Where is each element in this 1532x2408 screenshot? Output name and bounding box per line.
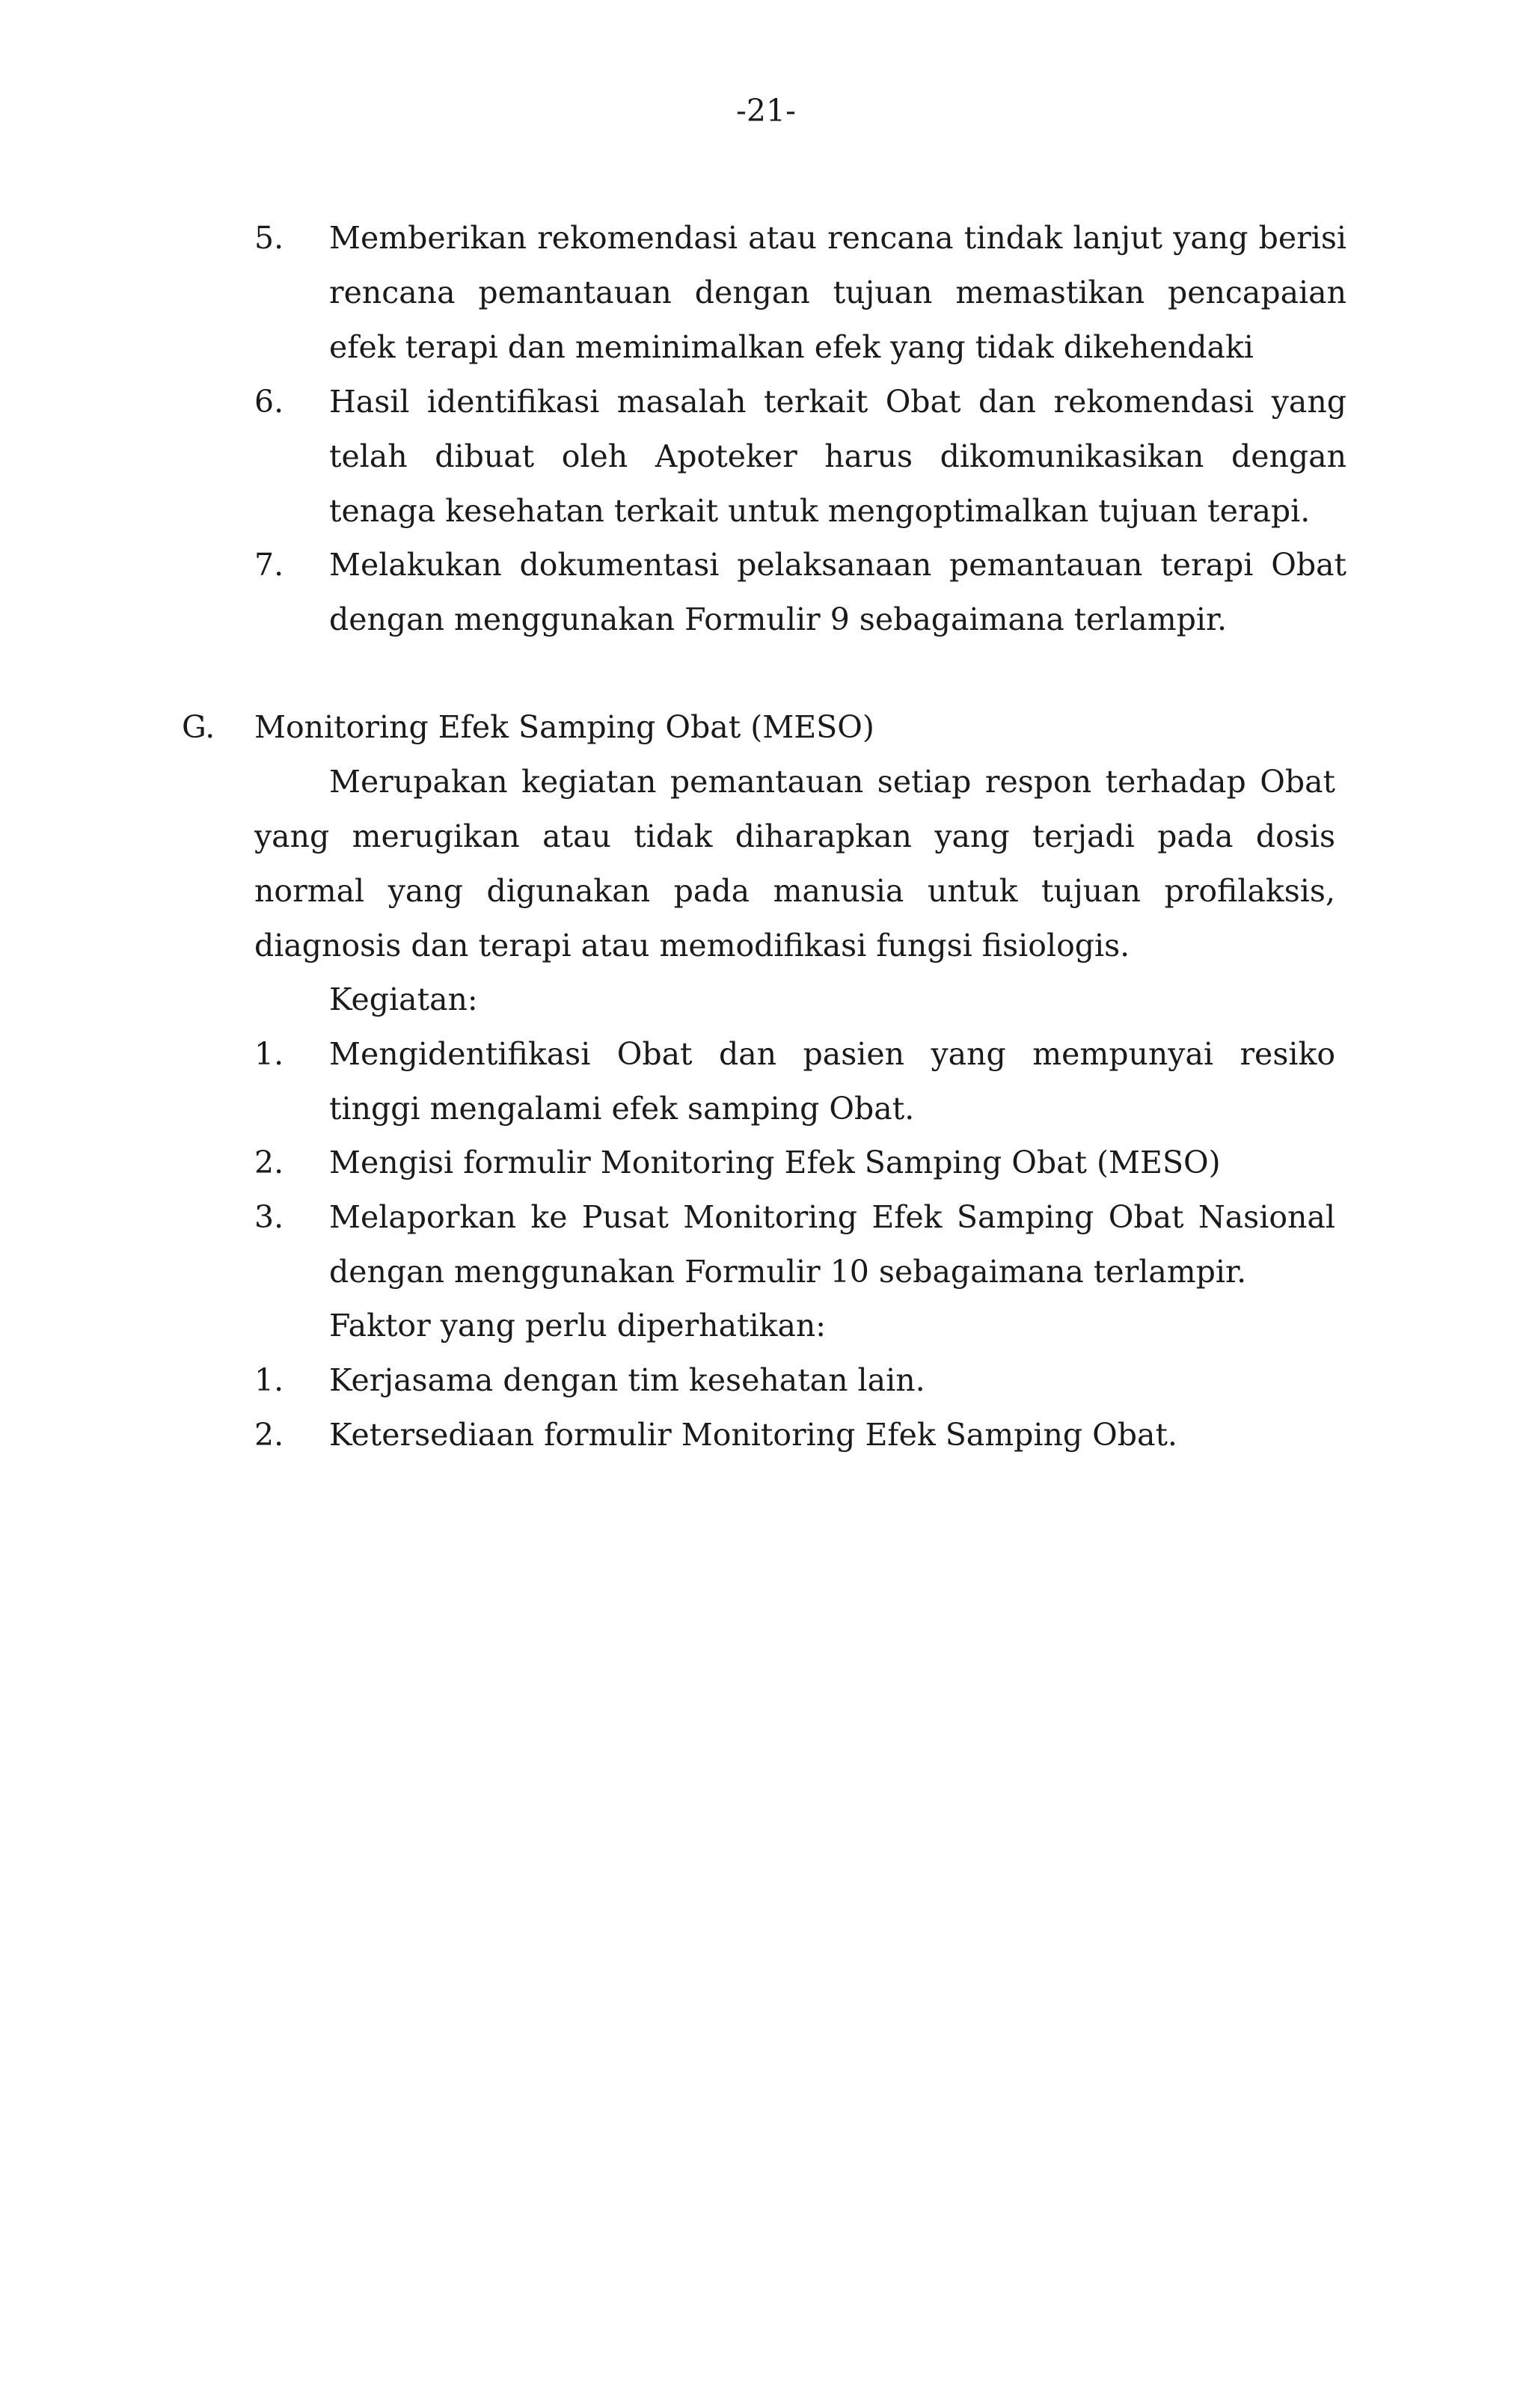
list-item [254, 1353, 1335, 1408]
activities-label: Kegiatan: [329, 981, 478, 1017]
list-item-text: Hasil identifikasi masalah terkait Obat dan rekomendasi yang telah dibuat oleh Apoteker harus dikomunikasikan dengan tenaga kesehatan terkait untuk mengoptimalkan tujuan terapi. [329, 384, 1346, 529]
section-letter: G. [182, 709, 215, 745]
list-item-number: 3. [254, 1199, 284, 1235]
list-item [254, 538, 1346, 647]
list-item [254, 1027, 1335, 1136]
list-item-number: 7. [254, 547, 284, 583]
list-item-text: Mengidentifikasi Obat dan pasien yang mempunyai resiko tinggi mengalami efek samping Obat. [329, 1036, 1335, 1127]
list-item-number: 1. [254, 1362, 284, 1398]
list-item [254, 1408, 1335, 1462]
list-item [254, 211, 1346, 375]
list-item-number: 5. [254, 220, 284, 256]
list-item [254, 375, 1346, 539]
list-item-text: Melakukan dokumentasi pelaksanaan pemantauan terapi Obat dengan menggunakan Formulir 9 sebagaimana terlampir. [329, 547, 1346, 637]
list-item-number: 2. [254, 1145, 284, 1180]
section-title: Monitoring Efek Samping Obat (MESO) [254, 709, 874, 745]
list-item-number: 2. [254, 1417, 284, 1453]
list-item-number: 6. [254, 384, 284, 420]
list-item-number: 1. [254, 1036, 284, 1072]
factors-label: Faktor yang perlu diperhatikan: [329, 1308, 827, 1344]
list-item-text: Kerjasama dengan tim kesehatan lain. [329, 1362, 925, 1398]
list-item [254, 1190, 1335, 1299]
section-paragraph: Merupakan kegiatan pemantauan setiap respon terhadap Obat yang merugikan atau tidak diharapkan yang terjadi pada dosis normal yang digunakan pada manusia untuk tujuan profilaksis, diagnosis dan terapi atau memodifikasi fungsi fisiologis. [254, 764, 1335, 963]
list-item-text: Ketersediaan formulir Monitoring Efek Samping Obat. [329, 1417, 1177, 1453]
page-number: -21- [736, 93, 796, 129]
list-item [254, 1136, 1335, 1190]
list-item-text: Melaporkan ke Pusat Monitoring Efek Samping Obat Nasional dengan menggunakan Formulir 10 sebagaimana terlampir. [329, 1199, 1335, 1290]
list-item-text: Memberikan rekomendasi atau rencana tindak lanjut yang berisi rencana pemantauan dengan tujuan memastikan pencapaian efek terapi dan meminimalkan efek yang tidak dikehendaki [329, 220, 1346, 365]
list-item-text: Mengisi formulir Monitoring Efek Samping Obat (MESO) [329, 1145, 1221, 1180]
